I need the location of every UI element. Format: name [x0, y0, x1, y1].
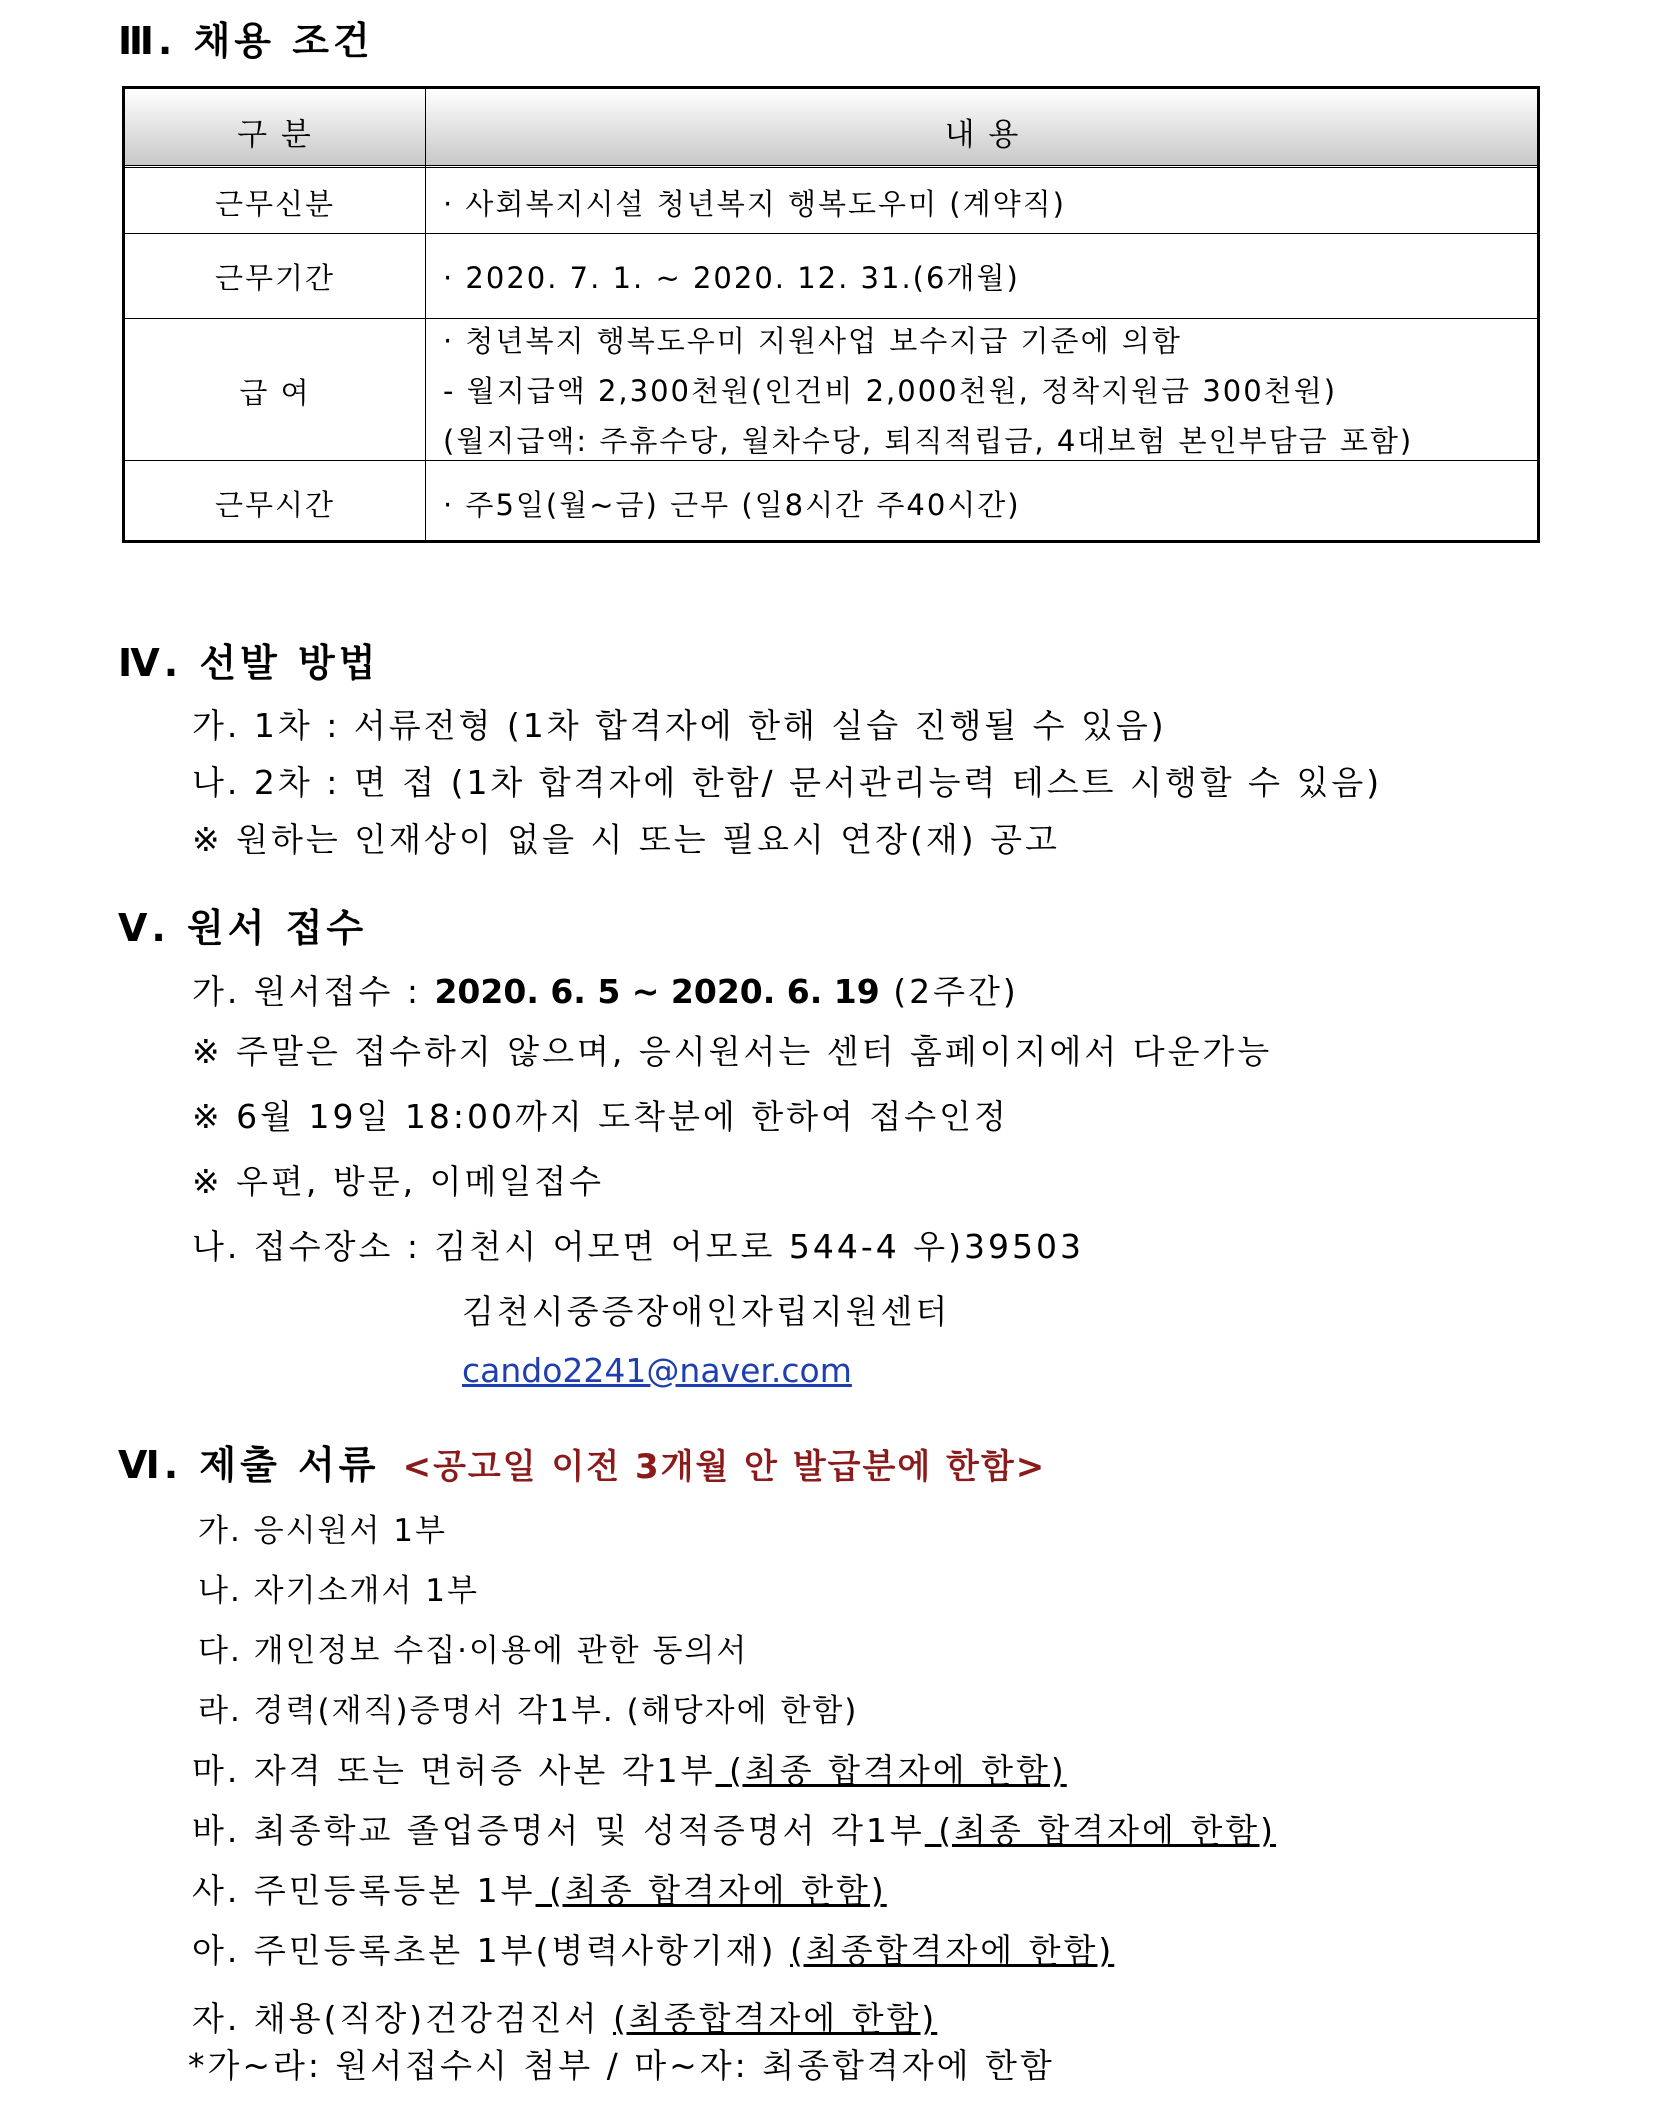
receipt-period: 2020. 6. 5 ~ 2020. 6. 19: [434, 972, 880, 1011]
header-content: 내 용: [944, 117, 1021, 153]
selection-item: 가. 1차 : 서류전형 (1차 합격자에 한해 실습 진행될 수 있음): [192, 706, 1167, 745]
receipt-place-line: [192, 1221, 1084, 1268]
issue-date-note: <공고일 이전 3개월 안 발급분에 한함>: [402, 1447, 1047, 1487]
document-item: 아. 주민등록초본 1부(병력사항기재) (최종합격자에 한함): [192, 1931, 1115, 1970]
document-item: 가. 응시원서 1부: [198, 1513, 447, 1549]
document-item: 다. 개인정보 수집·이용에 관한 동의서: [198, 1633, 749, 1669]
footnote: *가~라: 원서접수시 첨부 / 마~자: 최종합격자에 한함: [188, 2046, 1055, 2085]
document-item: 자. 채용(직장)건강검진서 (최종합격자에 한함): [192, 1999, 938, 2038]
document-item: 바. 최종학교 졸업증명서 및 성적증명서 각1부 (최종 합격자에 한함): [192, 1811, 1276, 1850]
employment-conditions-table: [122, 86, 1540, 543]
document-item: 마. 자격 또는 면허증 사본 각1부 (최종 합격자에 한함): [192, 1751, 1067, 1790]
receipt-note: ※ 주말은 접수하지 않으며, 응시원서는 센터 홈페이지에서 다운가능: [192, 1032, 1273, 1071]
row-category: 근무시간: [214, 488, 336, 522]
center-name: 김천시중증장애인자립지원센터: [462, 1292, 951, 1331]
receipt-duration: (2주간): [879, 972, 1019, 1011]
row-value: · 청년복지 행복도우미 지원사업 보수지급 기준에 의함: [443, 324, 1182, 358]
document-item: 사. 주민등록등본 1부 (최종 합격자에 한함): [192, 1871, 887, 1910]
section-6-heading: [118, 1434, 1046, 1489]
receipt-note: ※ 6월 19일 18:00까지 도착분에 한하여 접수인정: [192, 1097, 1009, 1136]
row-value: (월지급액: 주휴수당, 월차수당, 퇴직적립금, 4대보험 본인부담금 포함): [443, 424, 1414, 458]
receipt-period-line: [192, 966, 1019, 1013]
address: 김천시 어모면 어모로 544-4 우)39503: [434, 1227, 1084, 1266]
section-6-title: Ⅵ. 제출 서류: [118, 1443, 380, 1487]
section-5-title: Ⅴ. 원서 접수: [118, 906, 368, 950]
row-value: · 2020. 7. 1. ~ 2020. 12. 31.(6개월): [443, 261, 1020, 295]
header-category: 구 분: [237, 117, 313, 153]
row-value: · 주5일(월~금) 근무 (일8시간 주40시간): [443, 488, 1021, 522]
row-category: 근무기간: [214, 261, 336, 295]
place-label: 나. 접수장소 :: [192, 1227, 435, 1266]
receipt-label: 가. 원서접수 :: [192, 972, 435, 1011]
row-value: · 사회복지시설 청년복지 행복도우미 (계약직): [443, 187, 1066, 221]
row-category: 급 여: [239, 376, 311, 410]
email-link[interactable]: cando2241@naver.com: [462, 1351, 852, 1390]
document-item: 나. 자기소개서 1부: [198, 1573, 479, 1609]
row-category: 근무신분: [214, 187, 336, 221]
selection-note: ※ 원하는 인재상이 없을 시 또는 필요시 연장(재) 공고: [192, 820, 1060, 859]
row-value: - 월지급액 2,300천원(인건비 2,000천원, 정착지원금 300천원): [443, 374, 1338, 408]
selection-item: 나. 2차 : 면 접 (1차 합격자에 한함/ 문서관리능력 테스트 시행할 수 있음): [192, 763, 1383, 802]
document-item: 라. 경력(재직)증명서 각1부. (해당자에 한함): [198, 1693, 859, 1729]
section-4-title: Ⅳ. 선발 방법: [118, 641, 380, 685]
receipt-note: ※ 우편, 방문, 이메일접수: [192, 1162, 605, 1201]
section-3-title: Ⅲ. 채용 조건: [118, 19, 374, 63]
